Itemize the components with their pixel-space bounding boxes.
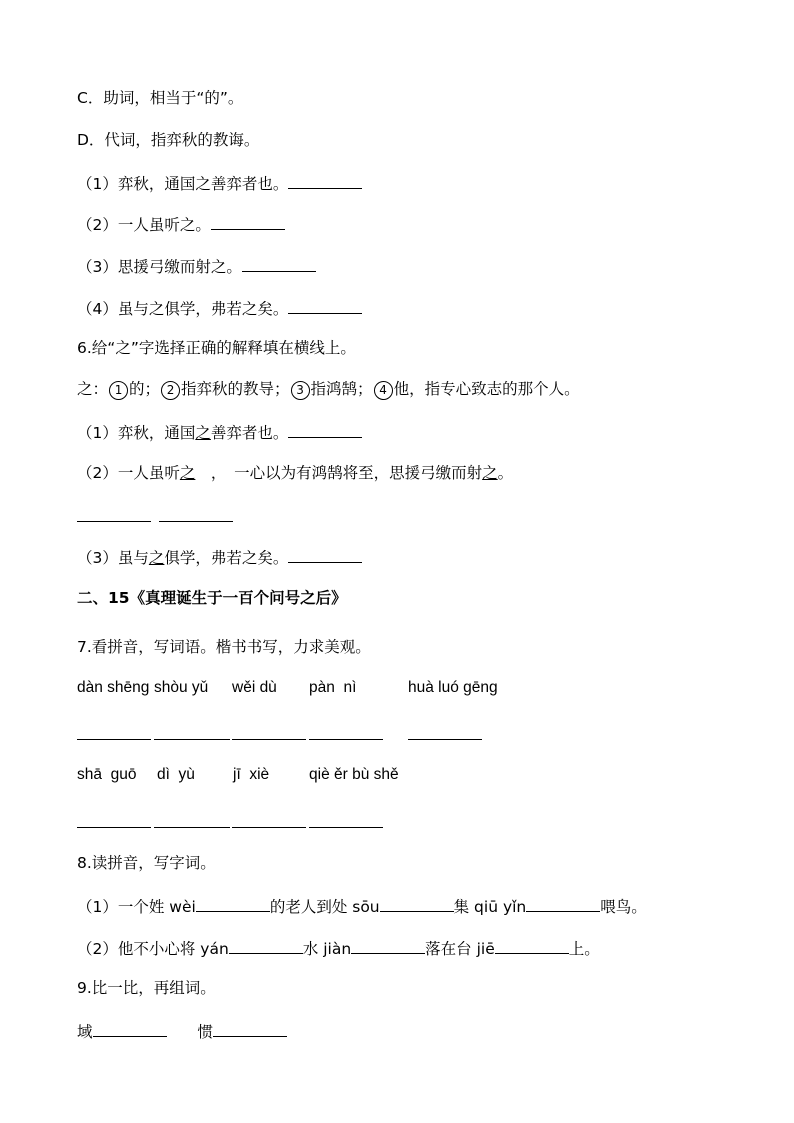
answer-blank[interactable] bbox=[93, 1020, 167, 1037]
answer-blank[interactable] bbox=[495, 937, 569, 954]
q5-item-2-text: （2）一人虽听之。 bbox=[77, 216, 211, 234]
pinyin: pàn nì bbox=[309, 679, 357, 696]
answer-blank[interactable] bbox=[154, 739, 230, 740]
q5-item-1-text: （1）弈秋，通国之善弈者也。 bbox=[77, 175, 289, 193]
q6-definitions bbox=[77, 379, 580, 400]
q6-def-2: 指弈秋的教导； bbox=[181, 380, 290, 398]
pinyin: shā guō bbox=[77, 766, 137, 783]
q9-items bbox=[77, 1020, 287, 1042]
answer-blank[interactable] bbox=[380, 895, 454, 912]
answer-blank[interactable] bbox=[526, 895, 600, 912]
answer-blank[interactable] bbox=[77, 521, 151, 522]
pinyin: jī xiè bbox=[233, 766, 270, 783]
q9-char: 惯 bbox=[197, 1023, 214, 1041]
answer-blank[interactable] bbox=[288, 421, 362, 438]
q8-item-2-part: 水 jiàn bbox=[302, 940, 352, 958]
option-c: C．助词，相当于“的”。 bbox=[77, 89, 244, 107]
q6-item-3-text: （3）虽与 bbox=[77, 549, 149, 567]
q5-item-3-text: （3）思援弓缴而射之。 bbox=[77, 258, 242, 276]
q8-item-1 bbox=[77, 895, 647, 917]
underlined-zhi: 之 bbox=[195, 424, 211, 442]
q6-item-2 bbox=[77, 463, 513, 483]
answer-blank[interactable] bbox=[232, 827, 306, 828]
answer-blank[interactable] bbox=[232, 739, 306, 740]
q6-def-3: 指鸿鹄； bbox=[310, 380, 373, 398]
underlined-zhi: 之 bbox=[482, 464, 498, 482]
answer-blank[interactable] bbox=[211, 213, 285, 230]
q8-title: 8.读拼音，写字词。 bbox=[77, 854, 216, 872]
circled-number-1: 1 bbox=[109, 381, 128, 400]
answer-blank[interactable] bbox=[77, 827, 151, 828]
answer-blank[interactable] bbox=[288, 297, 362, 314]
q8-item-2-part: 上。 bbox=[568, 940, 600, 958]
answer-blank[interactable] bbox=[309, 827, 383, 828]
q6-item-2-text: （2）一人虽听 bbox=[77, 464, 180, 482]
q6-item-3-text-end: 俱学，弗若之矣。 bbox=[164, 549, 289, 567]
pinyin: shòu yǔ bbox=[154, 679, 209, 696]
q9-title: 9.比一比，再组词。 bbox=[77, 979, 216, 997]
q6-def-1: 的； bbox=[129, 380, 161, 398]
pinyin: dì yù bbox=[157, 766, 195, 783]
section-heading: 二、15《真理诞生于一百个问号之后》 bbox=[77, 589, 347, 607]
underlined-zhi: 之 bbox=[148, 549, 165, 567]
answer-blank[interactable] bbox=[288, 172, 362, 189]
circled-number-3: 3 bbox=[291, 381, 310, 400]
q8-item-2 bbox=[77, 937, 600, 959]
q8-item-2-part: 落在台 jiē bbox=[425, 940, 495, 958]
q8-item-1-part: 喂鸟。 bbox=[600, 898, 647, 916]
q9-char: 域 bbox=[77, 1023, 93, 1041]
answer-blank[interactable] bbox=[309, 739, 383, 740]
circled-number-2: 2 bbox=[161, 381, 180, 400]
q6-item-3 bbox=[77, 546, 362, 568]
pinyin: wěi dù bbox=[232, 679, 277, 696]
answer-blank[interactable] bbox=[77, 739, 151, 740]
pinyin: dàn shēng bbox=[77, 679, 150, 696]
q5-item-4-text: （4）虽与之俱学，弗若之矣。 bbox=[77, 300, 289, 318]
answer-blank[interactable] bbox=[408, 739, 482, 740]
q7-title: 7.看拼音，写词语。楷书书写，力求美观。 bbox=[77, 638, 371, 656]
q6-item-1 bbox=[77, 421, 362, 443]
answer-blank[interactable] bbox=[154, 827, 230, 828]
q6-item-1-text-end: 善弈者也。 bbox=[210, 424, 289, 442]
option-d: D．代词，指弈秋的教诲。 bbox=[77, 131, 260, 149]
underlined-zhi: 之 bbox=[179, 464, 196, 482]
q8-item-1-part: 集 qiū yǐn bbox=[453, 898, 527, 916]
q5-item-1 bbox=[77, 172, 362, 194]
answer-blank[interactable] bbox=[229, 937, 303, 954]
q6-item-2-text-mid: ， 一心以为有鸿鹄将至，思援弓缴而射 bbox=[195, 464, 483, 482]
answer-blank[interactable] bbox=[351, 937, 425, 954]
q5-item-2 bbox=[77, 213, 285, 235]
q6-title: 6.给“之”字选择正确的解释填在横线上。 bbox=[77, 339, 356, 357]
q8-item-1-part: 的老人到处 sōu bbox=[269, 898, 380, 916]
q6-def-4: 他，指专心致志的那个人。 bbox=[393, 380, 580, 398]
circled-number-4: 4 bbox=[374, 381, 393, 400]
q8-item-2-part: （2）他不小心将 yán bbox=[77, 940, 229, 958]
q8-item-1-part: （1）一个姓 wèi bbox=[77, 898, 196, 916]
q6-def-prefix: 之： bbox=[77, 380, 109, 398]
q6-item-1-text: （1）弈秋，通国 bbox=[77, 424, 196, 442]
q5-item-4 bbox=[77, 297, 362, 319]
answer-blank[interactable] bbox=[213, 1020, 287, 1037]
answer-blank[interactable] bbox=[196, 895, 270, 912]
pinyin: huà luó gēng bbox=[408, 679, 498, 696]
q6-item-2-text-end: 。 bbox=[497, 464, 514, 482]
q5-item-3 bbox=[77, 255, 316, 277]
answer-blank[interactable] bbox=[159, 521, 233, 522]
answer-blank[interactable] bbox=[242, 255, 316, 272]
pinyin: qiè ěr bù shě bbox=[309, 766, 399, 783]
answer-blank[interactable] bbox=[288, 546, 362, 563]
